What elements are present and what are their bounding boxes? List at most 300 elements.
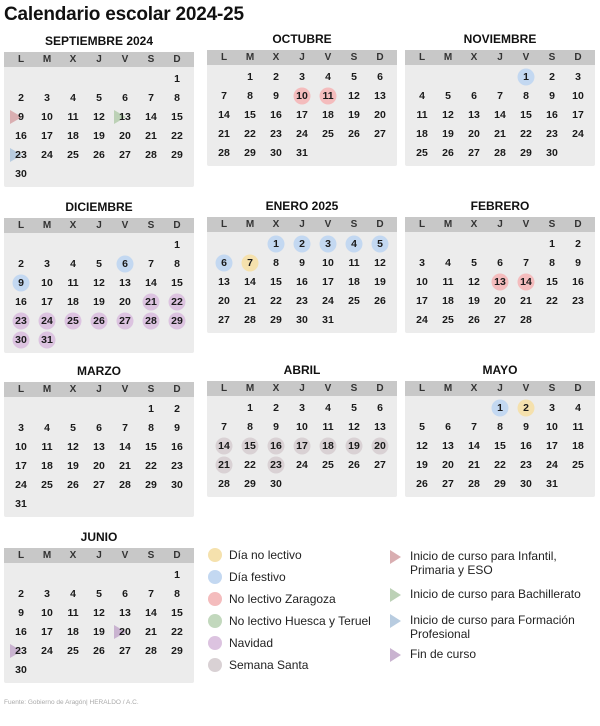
- day-number: 24: [15, 478, 27, 491]
- weekday-label: M: [443, 52, 453, 63]
- day-cell: [8, 584, 34, 603]
- day-number: 2: [174, 402, 180, 415]
- day-cell: [487, 310, 513, 329]
- day-number: 16: [270, 439, 282, 452]
- day-number: 16: [270, 108, 282, 121]
- empty-cell: [435, 398, 461, 417]
- day-number: 18: [67, 625, 79, 638]
- day-cell: [164, 418, 190, 437]
- day-grid: [4, 563, 194, 683]
- day-cell: [367, 272, 393, 291]
- day-number: 6: [471, 89, 477, 102]
- legend-item: [390, 647, 595, 662]
- day-number: 28: [145, 644, 157, 657]
- legend-label: No lectivo Huesca y Teruel: [229, 614, 371, 628]
- day-cell: [8, 494, 34, 513]
- day-number: 12: [93, 110, 105, 123]
- day-cell: [60, 311, 86, 330]
- day-number: 4: [575, 401, 581, 414]
- day-number: 21: [145, 129, 157, 142]
- day-cell: [487, 86, 513, 105]
- weekday-label: V: [121, 550, 129, 561]
- day-number: 7: [221, 420, 227, 433]
- day-number: 24: [546, 458, 558, 471]
- day-number: 20: [442, 458, 454, 471]
- day-cell: [211, 143, 237, 162]
- weekday-label: L: [17, 384, 25, 395]
- day-number: 5: [351, 70, 357, 83]
- day-cell: [513, 291, 539, 310]
- weekday-label: D: [173, 54, 181, 65]
- day-number: 18: [416, 127, 428, 140]
- day-cell: [112, 456, 138, 475]
- day-cell: [409, 143, 435, 162]
- day-number: 16: [572, 275, 584, 288]
- day-cell: [539, 67, 565, 86]
- day-number: 4: [419, 89, 425, 102]
- weekday-label: V: [121, 220, 129, 231]
- day-cell: [487, 455, 513, 474]
- day-number: 9: [18, 110, 24, 123]
- day-cell: [34, 475, 60, 494]
- day-cell: [138, 126, 164, 145]
- day-number: 5: [351, 401, 357, 414]
- weekday-label: S: [147, 220, 155, 231]
- legend-item: [390, 549, 595, 577]
- day-number: 6: [122, 257, 128, 270]
- day-number: 26: [67, 478, 79, 491]
- day-cell: [367, 455, 393, 474]
- day-cell: [315, 234, 341, 253]
- day-number: 12: [93, 276, 105, 289]
- day-cell: [341, 124, 367, 143]
- day-cell: [60, 273, 86, 292]
- day-number: 24: [41, 314, 53, 327]
- day-number: 7: [148, 91, 154, 104]
- day-cell: [315, 86, 341, 105]
- day-cell: [409, 474, 435, 493]
- day-number: 14: [145, 276, 157, 289]
- day-number: 29: [244, 477, 256, 490]
- day-number: 18: [67, 295, 79, 308]
- day-number: 22: [494, 458, 506, 471]
- day-number: 1: [148, 402, 154, 415]
- day-cell: [341, 417, 367, 436]
- day-number: 23: [270, 127, 282, 140]
- day-number: 4: [44, 421, 50, 434]
- day-cell: [34, 603, 60, 622]
- day-cell: [539, 474, 565, 493]
- day-number: 10: [296, 420, 308, 433]
- empty-cell: [138, 235, 164, 254]
- weekday-label: D: [173, 220, 181, 231]
- day-cell: [263, 143, 289, 162]
- weekday-label: L: [17, 220, 25, 231]
- day-cell: [367, 436, 393, 455]
- day-cell: [409, 86, 435, 105]
- day-number: 1: [497, 401, 503, 414]
- legend-label: Inicio de curso para Infantil, Primaria y ESO: [410, 549, 557, 577]
- day-number: 3: [325, 237, 331, 250]
- day-cell: [237, 67, 263, 86]
- day-number: 20: [374, 439, 386, 452]
- day-grid: [4, 67, 194, 187]
- day-number: 25: [67, 314, 79, 327]
- day-cell: [289, 86, 315, 105]
- day-number: 2: [523, 401, 529, 414]
- day-cell: [513, 143, 539, 162]
- day-number: 9: [299, 256, 305, 269]
- day-number: 20: [119, 295, 131, 308]
- day-cell: [112, 641, 138, 660]
- day-number: 22: [270, 294, 282, 307]
- day-cell: [513, 67, 539, 86]
- empty-cell: [112, 69, 138, 88]
- legend-arrow-icon: [390, 550, 401, 564]
- day-number: 23: [15, 148, 27, 161]
- day-number: 21: [218, 458, 230, 471]
- day-cell: [164, 475, 190, 494]
- day-number: 26: [93, 314, 105, 327]
- day-number: 23: [270, 458, 282, 471]
- day-cell: [539, 105, 565, 124]
- legend-label: Fin de curso: [410, 647, 477, 661]
- day-cell: [237, 86, 263, 105]
- day-cell: [409, 455, 435, 474]
- weekday-label: X: [470, 52, 478, 63]
- day-cell: [513, 105, 539, 124]
- empty-cell: [435, 234, 461, 253]
- day-cell: [86, 584, 112, 603]
- day-cell: [112, 622, 138, 641]
- weekday-label: X: [272, 219, 280, 230]
- weekday-label: X: [272, 383, 280, 394]
- day-number: 21: [145, 625, 157, 638]
- day-cell: [341, 86, 367, 105]
- day-cell: [487, 124, 513, 143]
- day-number: 19: [67, 459, 79, 472]
- day-cell: [513, 86, 539, 105]
- day-number: 21: [494, 127, 506, 140]
- day-cell: [86, 107, 112, 126]
- weekday-label: D: [376, 52, 384, 63]
- day-number: 2: [575, 237, 581, 250]
- day-number: 26: [348, 458, 360, 471]
- empty-cell: [60, 235, 86, 254]
- day-number: 11: [416, 108, 428, 121]
- day-cell: [211, 474, 237, 493]
- day-number: 24: [41, 148, 53, 161]
- day-cell: [8, 603, 34, 622]
- day-cell: [8, 660, 34, 679]
- day-number: 2: [273, 70, 279, 83]
- day-cell: [8, 164, 34, 183]
- day-number: 11: [348, 256, 360, 269]
- day-number: 13: [119, 276, 131, 289]
- day-number: 19: [93, 625, 105, 638]
- day-number: 18: [67, 129, 79, 142]
- day-number: 17: [15, 459, 27, 472]
- day-number: 31: [546, 477, 558, 490]
- day-number: 19: [442, 127, 454, 140]
- day-cell: [263, 67, 289, 86]
- weekday-label: D: [173, 384, 181, 395]
- day-number: 29: [494, 477, 506, 490]
- day-cell: [461, 474, 487, 493]
- day-number: 15: [270, 275, 282, 288]
- empty-cell: [211, 234, 237, 253]
- day-cell: [409, 272, 435, 291]
- legend-arrow-icon: [390, 648, 401, 662]
- day-cell: [539, 253, 565, 272]
- day-cell: [289, 436, 315, 455]
- day-number: 11: [442, 275, 454, 288]
- day-number: 10: [41, 606, 53, 619]
- day-cell: [315, 67, 341, 86]
- day-cell: [8, 126, 34, 145]
- weekday-header: [4, 52, 194, 67]
- day-cell: [263, 272, 289, 291]
- day-cell: [565, 234, 591, 253]
- day-cell: [367, 86, 393, 105]
- day-number: 9: [18, 606, 24, 619]
- day-cell: [86, 145, 112, 164]
- day-number: 28: [145, 148, 157, 161]
- day-cell: [565, 124, 591, 143]
- weekday-label: D: [376, 219, 384, 230]
- day-number: 14: [244, 275, 256, 288]
- empty-cell: [435, 67, 461, 86]
- day-cell: [164, 456, 190, 475]
- day-cell: [34, 584, 60, 603]
- day-cell: [164, 145, 190, 164]
- day-cell: [513, 272, 539, 291]
- day-cell: [112, 437, 138, 456]
- legend-swatch-icon: [208, 548, 222, 562]
- day-number: 16: [15, 625, 27, 638]
- day-number: 4: [325, 70, 331, 83]
- day-cell: [461, 86, 487, 105]
- day-cell: [86, 88, 112, 107]
- day-cell: [367, 417, 393, 436]
- day-number: 2: [273, 401, 279, 414]
- day-cell: [341, 291, 367, 310]
- day-cell: [86, 254, 112, 273]
- weekday-header: [4, 218, 194, 233]
- day-cell: [341, 272, 367, 291]
- day-number: 25: [348, 294, 360, 307]
- day-number: 25: [41, 478, 53, 491]
- day-cell: [138, 88, 164, 107]
- weekday-label: V: [522, 52, 530, 63]
- empty-cell: [138, 69, 164, 88]
- day-cell: [60, 603, 86, 622]
- weekday-label: V: [121, 384, 129, 395]
- day-number: 23: [15, 644, 27, 657]
- day-cell: [34, 418, 60, 437]
- day-cell: [539, 436, 565, 455]
- day-number: 14: [468, 439, 480, 452]
- day-cell: [8, 88, 34, 107]
- day-number: 26: [442, 146, 454, 159]
- day-cell: [8, 437, 34, 456]
- day-cell: [367, 105, 393, 124]
- day-cell: [164, 641, 190, 660]
- day-number: 4: [70, 587, 76, 600]
- day-cell: [164, 584, 190, 603]
- day-number: 16: [546, 108, 558, 121]
- day-number: 19: [348, 108, 360, 121]
- day-cell: [341, 67, 367, 86]
- month-title: SEPTIEMBRE 2024: [44, 34, 154, 48]
- day-number: 7: [471, 420, 477, 433]
- empty-cell: [34, 69, 60, 88]
- legend-label: Navidad: [229, 636, 274, 650]
- day-cell: [513, 253, 539, 272]
- day-cell: [237, 105, 263, 124]
- day-cell: [112, 475, 138, 494]
- day-number: 20: [468, 127, 480, 140]
- month-8: [207, 363, 397, 497]
- day-number: 11: [41, 440, 53, 453]
- weekday-label: L: [17, 54, 25, 65]
- day-number: 11: [67, 110, 79, 123]
- day-cell: [8, 292, 34, 311]
- day-number: 7: [247, 256, 253, 269]
- day-number: 11: [572, 420, 584, 433]
- legend-label: No lectivo Zaragoza: [229, 592, 336, 606]
- day-cell: [164, 126, 190, 145]
- day-number: 12: [374, 256, 386, 269]
- day-number: 29: [171, 148, 183, 161]
- day-cell: [34, 126, 60, 145]
- day-number: 10: [41, 276, 53, 289]
- day-number: 29: [171, 644, 183, 657]
- weekday-label: J: [497, 52, 503, 63]
- month-title: MARZO: [77, 364, 121, 378]
- day-cell: [86, 418, 112, 437]
- weekday-label: X: [272, 52, 280, 63]
- day-number: 30: [15, 333, 27, 346]
- day-number: 25: [67, 148, 79, 161]
- empty-cell: [34, 565, 60, 584]
- day-number: 22: [546, 294, 558, 307]
- day-number: 22: [520, 127, 532, 140]
- month-title: DICIEMBRE: [65, 200, 133, 214]
- day-cell: [60, 584, 86, 603]
- day-cell: [211, 253, 237, 272]
- day-number: 15: [520, 108, 532, 121]
- day-cell: [289, 105, 315, 124]
- day-number: 18: [442, 294, 454, 307]
- day-number: 24: [322, 294, 334, 307]
- day-cell: [237, 253, 263, 272]
- day-number: 7: [148, 587, 154, 600]
- empty-cell: [461, 234, 487, 253]
- day-number: 12: [468, 275, 480, 288]
- day-grid: [405, 232, 595, 333]
- empty-cell: [211, 398, 237, 417]
- day-cell: [461, 436, 487, 455]
- day-number: 24: [572, 127, 584, 140]
- empty-cell: [112, 399, 138, 418]
- day-number: 6: [122, 587, 128, 600]
- day-cell: [461, 291, 487, 310]
- empty-cell: [461, 67, 487, 86]
- day-number: 26: [416, 477, 428, 490]
- day-cell: [539, 417, 565, 436]
- weekday-label: S: [147, 550, 155, 561]
- day-number: 9: [549, 89, 555, 102]
- day-cell: [487, 436, 513, 455]
- day-cell: [8, 254, 34, 273]
- day-number: 17: [322, 275, 334, 288]
- day-cell: [487, 143, 513, 162]
- legend-swatch-icon: [208, 614, 222, 628]
- day-cell: [341, 105, 367, 124]
- empty-cell: [409, 398, 435, 417]
- day-cell: [435, 291, 461, 310]
- day-cell: [289, 291, 315, 310]
- day-number: 18: [322, 439, 334, 452]
- month-2: [207, 32, 397, 166]
- day-cell: [565, 105, 591, 124]
- day-number: 3: [44, 91, 50, 104]
- day-cell: [60, 254, 86, 273]
- day-cell: [34, 145, 60, 164]
- day-cell: [211, 455, 237, 474]
- day-number: 30: [15, 167, 27, 180]
- day-number: 6: [221, 256, 227, 269]
- day-number: 8: [148, 421, 154, 434]
- day-number: 16: [15, 295, 27, 308]
- day-cell: [138, 145, 164, 164]
- day-number: 2: [18, 91, 24, 104]
- day-cell: [409, 310, 435, 329]
- empty-cell: [60, 399, 86, 418]
- weekday-label: X: [69, 54, 77, 65]
- day-cell: [263, 398, 289, 417]
- day-number: 21: [520, 294, 532, 307]
- day-number: 12: [442, 108, 454, 121]
- day-cell: [112, 292, 138, 311]
- legend-label: Día festivo: [229, 570, 286, 584]
- day-number: 25: [442, 313, 454, 326]
- day-cell: [513, 474, 539, 493]
- weekday-label: V: [324, 219, 332, 230]
- day-number: 24: [296, 458, 308, 471]
- day-number: 4: [70, 91, 76, 104]
- day-number: 28: [218, 477, 230, 490]
- day-cell: [315, 105, 341, 124]
- month-5: [207, 199, 397, 333]
- empty-cell: [112, 565, 138, 584]
- day-cell: [263, 105, 289, 124]
- day-number: 14: [119, 440, 131, 453]
- day-number: 14: [520, 275, 532, 288]
- day-cell: [565, 67, 591, 86]
- day-number: 5: [471, 256, 477, 269]
- day-cell: [211, 291, 237, 310]
- day-cell: [341, 234, 367, 253]
- day-cell: [315, 291, 341, 310]
- day-cell: [112, 107, 138, 126]
- day-number: 8: [549, 256, 555, 269]
- day-number: 6: [445, 420, 451, 433]
- weekday-label: S: [548, 219, 556, 230]
- day-number: 13: [93, 440, 105, 453]
- day-number: 22: [244, 458, 256, 471]
